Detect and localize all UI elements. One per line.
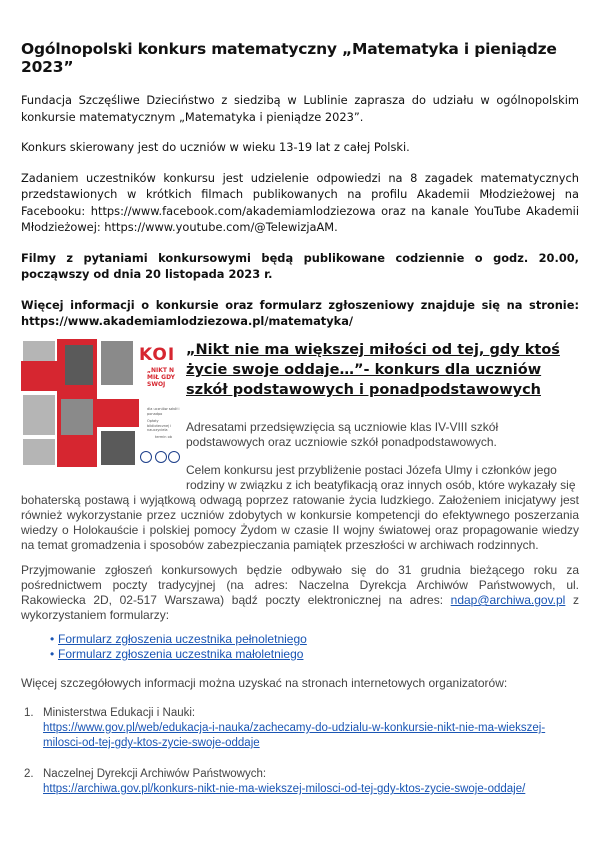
portrait-photo <box>23 395 55 435</box>
form-link-adult[interactable]: Formularz zgłoszenia uczestnika pełnoletniego <box>58 632 307 646</box>
ulma-contest-entries <box>21 563 579 623</box>
list-number: 1. <box>24 707 34 719</box>
organizer-name: Naczelnej Dyrekcji Archiwów Państwowych: <box>43 768 267 780</box>
poster-red-block <box>21 361 57 391</box>
poster-heading: KOI <box>139 345 176 365</box>
portrait-photo <box>23 439 55 465</box>
poster-logo-icon <box>140 451 152 463</box>
poster-red-block <box>97 399 139 427</box>
math-contest-task: Zadaniem uczestników konkursu jest udzielenie odpowiedzi na 8 zagadek matematycznych przedstawionych w krótkich filmach publikowanych na profilu Akademii Młodzieżowej na Facebooku: https://www.facebook.com/akademiamlodziezowa oraz na kanale YouTube Akademii Młodzieżowej: https://www.youtube.com/@TelewizjaAM. <box>21 170 579 234</box>
poster-line-2: Opłaty bibliotecznej i nauczyciela <box>147 419 172 432</box>
poster-line-1: dla uczniów szkół i ponadpo <box>147 407 180 416</box>
organizer-name: Ministerstwa Edukacji i Nauki: <box>43 707 196 719</box>
math-contest-schedule: Filmy z pytaniami konkursowymi będą publikowane codziennie o godz. 20.00, począwszy od dnia 20 listopada 2023 r. <box>21 250 579 281</box>
math-contest-audience: Konkurs skierowany jest do uczniów w wieku 13-19 lat z całej Polski. <box>21 140 410 154</box>
form-link-minor[interactable]: Formularz zgłoszenia uczestnika małoletniego <box>58 647 304 661</box>
form-links-list <box>50 632 307 662</box>
list-item <box>21 706 581 751</box>
ulma-contest-goal-rest: bohaterską postawą i wyjątkową odwagą poprzez ratowanie życia ludzkiego. Założeniem inicjatywy jest również wykorzystanie przez uczniów zdobytych w konkursie kompetencji do efektywnego poszerzania wiedzy o Holokauście i polskiej pomocy Żydom w czasie II wojny światowej oraz propagowanie wiedzy na temat gromadzenia i sposobów zabezpieczania pamiątek przeszłości w archiwach rodzinnych. <box>21 493 579 552</box>
math-contest-more-info: Więcej informacji o konkursie oraz formularz zgłoszeniowy znajduje się na stronie: https://www.akademiamlodziezowa.pl/matematyka/ <box>21 297 579 328</box>
entries-text: Przyjmowanie zgłoszeń konkursowych będzie odbywało się do 31 grudnia bieżącego roku za pośrednictwem poczty tradycyjnej (na adres: Naczelna Dyrekcja Archiwów Państwowych, ul. Rakowiecka 2D, 02-517 Warszawa) bądź poczty elektronicznej na adres: <box>21 563 579 607</box>
math-contest-section <box>21 40 579 344</box>
bullet-icon: • <box>50 647 55 661</box>
organizer-link[interactable]: https://www.gov.pl/web/edukacja-i-nauka/zachecamy-do-udzialu-w-konkursie-nikt-nie-ma-wiekszej-milosci-od-tej-gdy-ktos-zycie-swoje-oddaje <box>43 722 546 749</box>
portrait-photo <box>65 345 93 385</box>
more-info-text: Więcej szczegółowych informacji można uzyskać na stronach internetowych organizatorów: <box>21 676 508 690</box>
list-number: 2. <box>24 768 34 780</box>
portrait-photo <box>101 341 133 385</box>
portrait-photo <box>23 341 55 361</box>
ulma-contest-goal-first: Celem konkursu jest przybliżenie postaci Józefa Ulmy i członków jego rodziny w związku z ich beatyfikacją oraz innych osób, które wykazały się <box>186 463 576 492</box>
poster-logo-icon <box>155 451 167 463</box>
math-contest-title: Ogólnopolski konkurs matematyczny „Matematyka i pieniądze 2023” <box>21 40 557 76</box>
portrait-photo <box>61 399 93 435</box>
poster-subtitle: „NIKT N MIŁ GDY SWOJ <box>147 367 175 388</box>
ulma-contest-audience: Adresatami przedsięwzięcia są uczniowie klas IV-VIII szkół podstawowych oraz uczniowie szkół ponadpodstawowych. <box>186 420 499 449</box>
list-item <box>50 632 307 647</box>
list-item <box>50 647 307 662</box>
poster-footer: termin ob <box>155 435 172 439</box>
math-contest-intro: Fundacja Szczęśliwe Dzieciństwo z siedzibą w Lublinie zaprasza do udziału w ogólnopolskim konkursie matematycznym „Matematyka i pieniądze 2023”. <box>21 93 579 124</box>
bullet-icon: • <box>50 632 55 646</box>
list-item <box>21 767 581 797</box>
ulma-contest-goal <box>21 463 579 553</box>
poster-logo-icon <box>168 451 180 463</box>
organizer-link[interactable]: https://archiwa.gov.pl/konkurs-nikt-nie-ma-wiekszej-milosci-od-tej-gdy-ktos-zycie-swoje-oddaje/ <box>43 783 526 795</box>
entries-suffix: z wykorzystaniem formularzy: <box>21 593 579 622</box>
portrait-photo <box>101 431 135 465</box>
organizers-list <box>21 706 581 813</box>
ulma-contest-title: „Nikt nie ma większej miłości od tej, gdy ktoś życie swoje oddaje…”- konkurs dla uczniów szkół podstawowych i ponadpodstawowych <box>186 342 560 398</box>
contest-poster-image <box>21 339 181 467</box>
email-link[interactable]: ndap@archiwa.gov.pl <box>450 593 566 607</box>
